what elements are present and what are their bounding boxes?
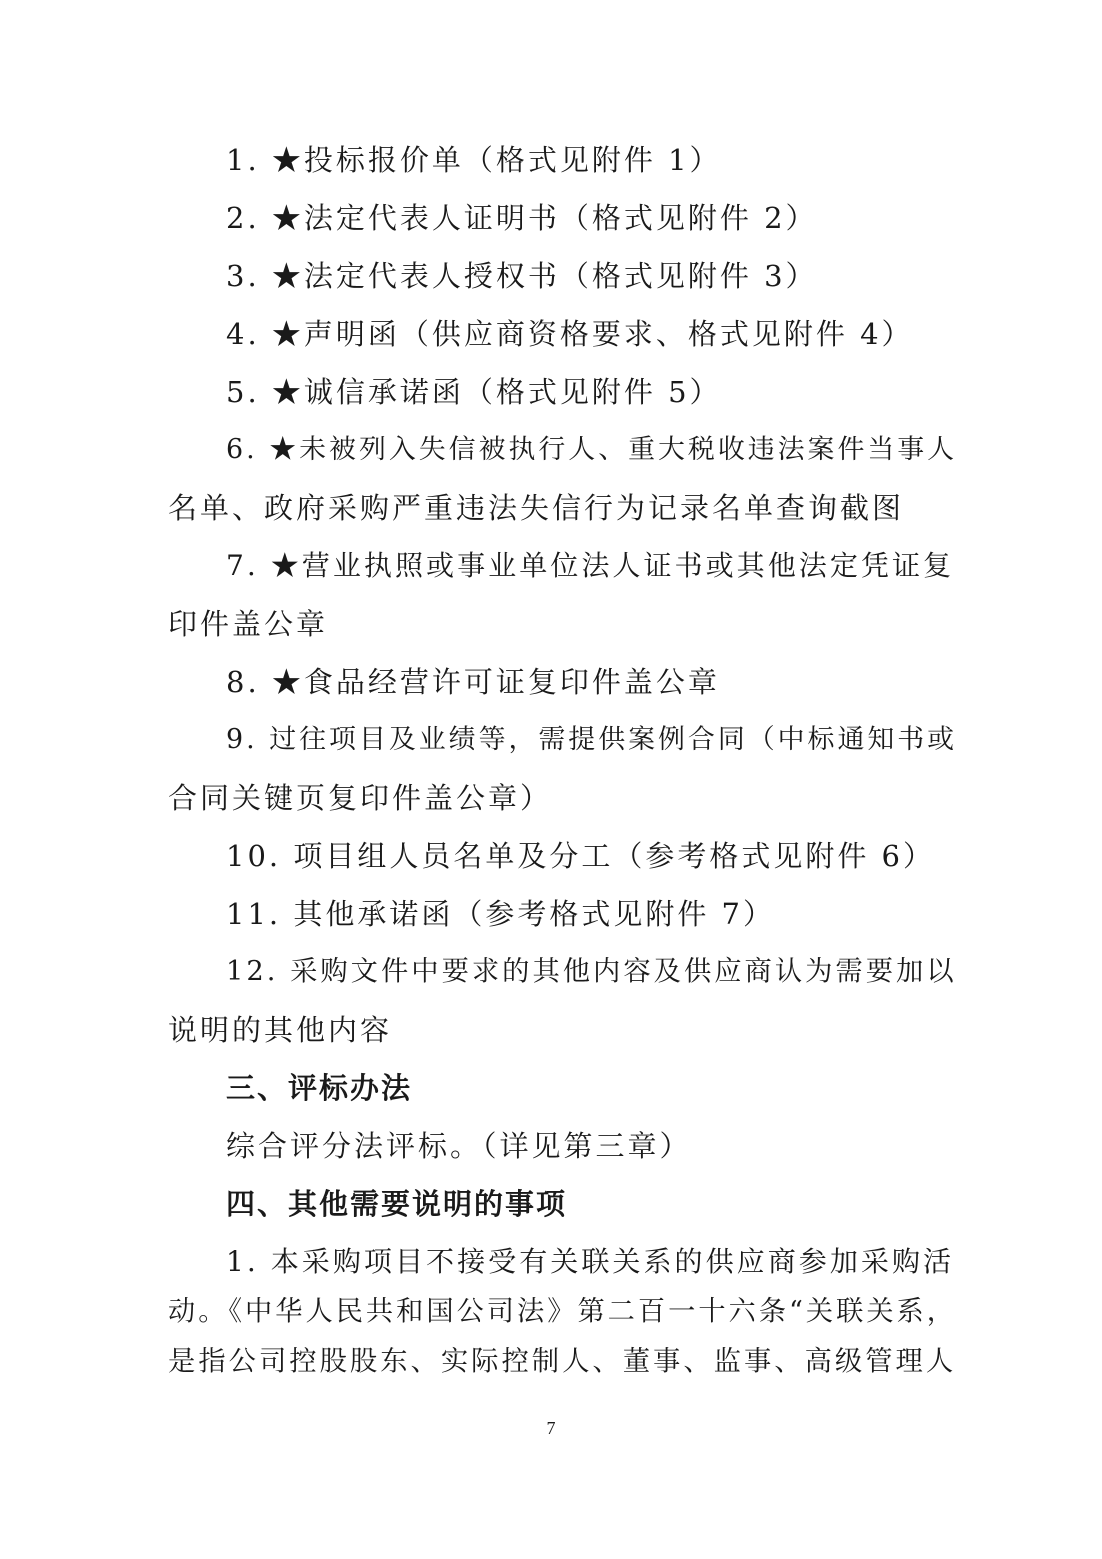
- list-item-3: 3. ★法定代表人授权书（格式见附件 3）: [226, 259, 818, 293]
- section-4-paragraph-1-line-3: 是指公司控股股东、实际控制人、董事、监事、高级管理人: [168, 1346, 957, 1377]
- list-item-9-line-1: 9. 过往项目及业绩等，需提供案例合同（中标通知书或: [226, 724, 958, 755]
- list-item-11: 11. 其他承诺函（参考格式见附件 7）: [226, 897, 776, 931]
- section-3-body: 综合评分法评标。（详见第三章）: [226, 1129, 692, 1163]
- list-item-12-line-1: 12. 采购文件中要求的其他内容及供应商认为需要加以: [226, 956, 957, 987]
- section-4-paragraph-1-line-2: 动。《中华人民共和国公司法》第二百一十六条“关联关系，: [168, 1296, 957, 1327]
- page-number: 7: [546, 1418, 556, 1438]
- list-item-7-line-2: 印件盖公章: [168, 607, 329, 641]
- list-item-12-line-2: 说明的其他内容: [168, 1013, 393, 1047]
- section-4-heading: 四、其他需要说明的事项: [226, 1187, 568, 1221]
- list-item-6-line-1: 6. ★未被列入失信被执行人、重大税收违法案件当事人: [226, 434, 958, 465]
- list-item-1: 1. ★投标报价单（格式见附件 1）: [226, 143, 722, 177]
- list-item-4: 4. ★声明函（供应商资格要求、格式见附件 4）: [226, 317, 914, 351]
- section-4-paragraph-1-line-1: 1. 本采购项目不接受有关联关系的供应商参加采购活: [226, 1245, 955, 1278]
- list-item-7-line-1: 7. ★营业执照或事业单位法人证书或其他法定凭证复: [226, 549, 955, 582]
- list-item-8: 8. ★食品经营许可证复印件盖公章: [226, 665, 720, 699]
- list-item-9-line-2: 合同关键页复印件盖公章）: [168, 781, 553, 815]
- section-3-heading: 三、评标办法: [226, 1071, 413, 1105]
- list-item-6-line-2: 名单、政府采购严重违法失信行为记录名单查询截图: [168, 491, 905, 525]
- list-item-2: 2. ★法定代表人证明书（格式见附件 2）: [226, 201, 818, 235]
- list-item-10: 10. 项目组人员名单及分工（参考格式见附件 6）: [226, 839, 936, 873]
- list-item-5: 5. ★诚信承诺函（格式见附件 5）: [226, 375, 722, 409]
